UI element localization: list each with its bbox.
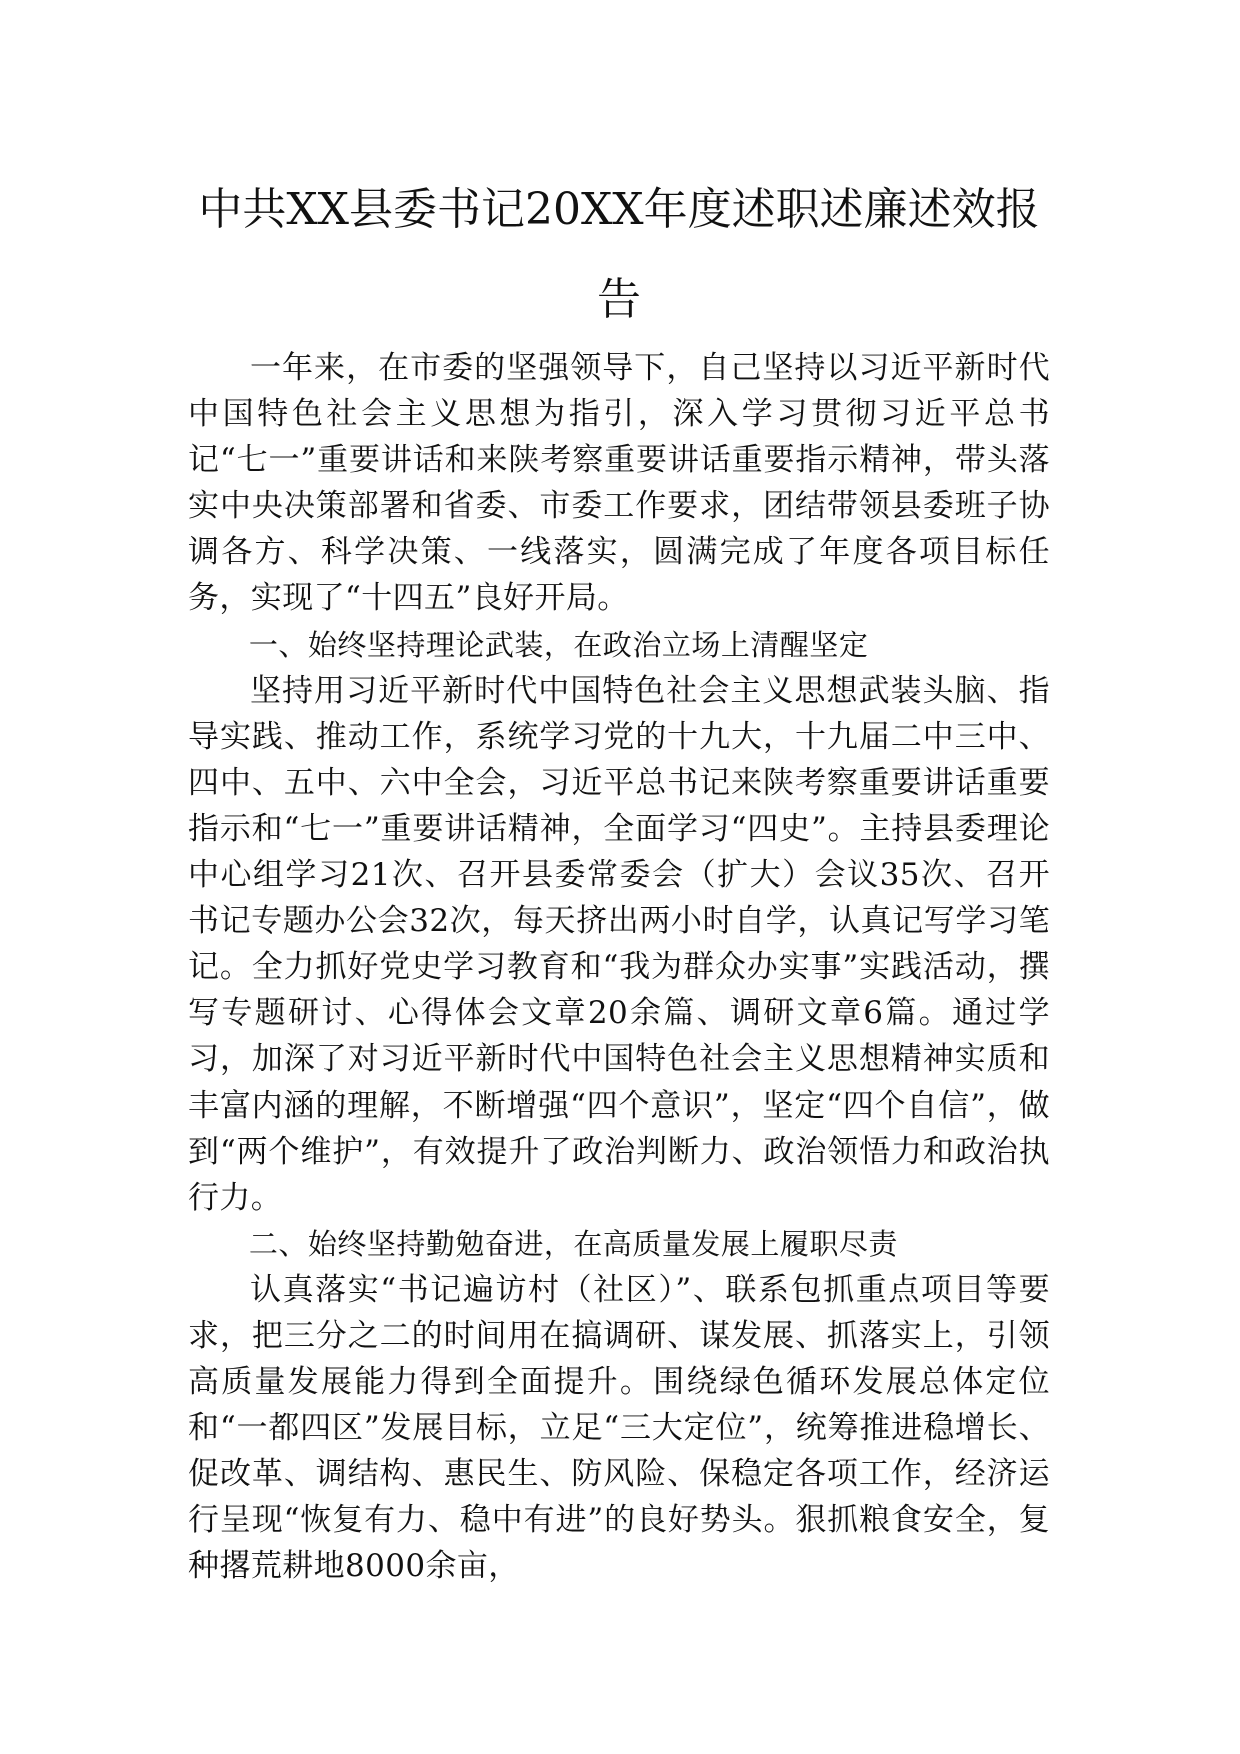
document-body [188,165,1050,1590]
intro-paragraph: 一年来，在市委的坚强领导下，自己坚持以习近平新时代中国特色社会主义思想为指引，深入学习贯彻习近平总书记“七一”重要讲话和来陕考察重要讲话重要指示精神，带头落实中央决策部署和省委、市委工作要求，团结带领县委班子协调各方、科学决策、一线落实，圆满完成了年度各项目标任务，实现了“十四五”良好开局。 [188,350,1050,617]
section-2-paragraph: 认真落实“书记遍访村（社区）”、联系包抓重点项目等要求，把三分之二的时间用在搞调研、谋发展、抓落实上，引领高质量发展能力得到全面提升。围绕绿色循环发展总体定位和“一都四区”发展目标，立足“三大定位”，统筹推进稳增长、促改革、调结构、惠民生、防风险、保稳定各项工作，经济运行呈现“恢复有力、稳中有进”的良好势头。狠抓粮食安全，复种撂荒耕地8000余亩， [188,1271,1050,1585]
section-heading-2: 二、始终坚持勤勉奋进，在高质量发展上履职尽责 [248,1226,898,1261]
section-1-paragraph: 坚持用习近平新时代中国特色社会主义思想武装头脑、指导实践、推动工作，系统学习党的十九大，十九届二中三中、四中、五中、六中全会，习近平总书记来陕考察重要讲话重要指示和“七一”重要讲话精神，全面学习“四史”。主持县委理论中心组学习21次、召开县委常委会（扩大）会议35次、召开书记专题办公会32次，每天挤出两小时自学，认真记写学习笔记。全力抓好党史学习教育和“我为群众办实事”实践活动，撰写专题研讨、心得体会文章20余篇、调研文章6篇。通过学习，加深了对习近平新时代中国特色社会主义思想精神实质和丰富内涵的理解，不断增强“四个意识”，坚定“四个自信”，做到“两个维护”，有效提升了政治判断力、政治领悟力和政治执行力。 [188,672,1050,1216]
section-heading-1: 一、始终坚持理论武装，在政治立场上清醒坚定 [248,627,869,662]
document-title: 中共XX县委书记20XX年度述职述廉述效报告 [198,184,1040,325]
